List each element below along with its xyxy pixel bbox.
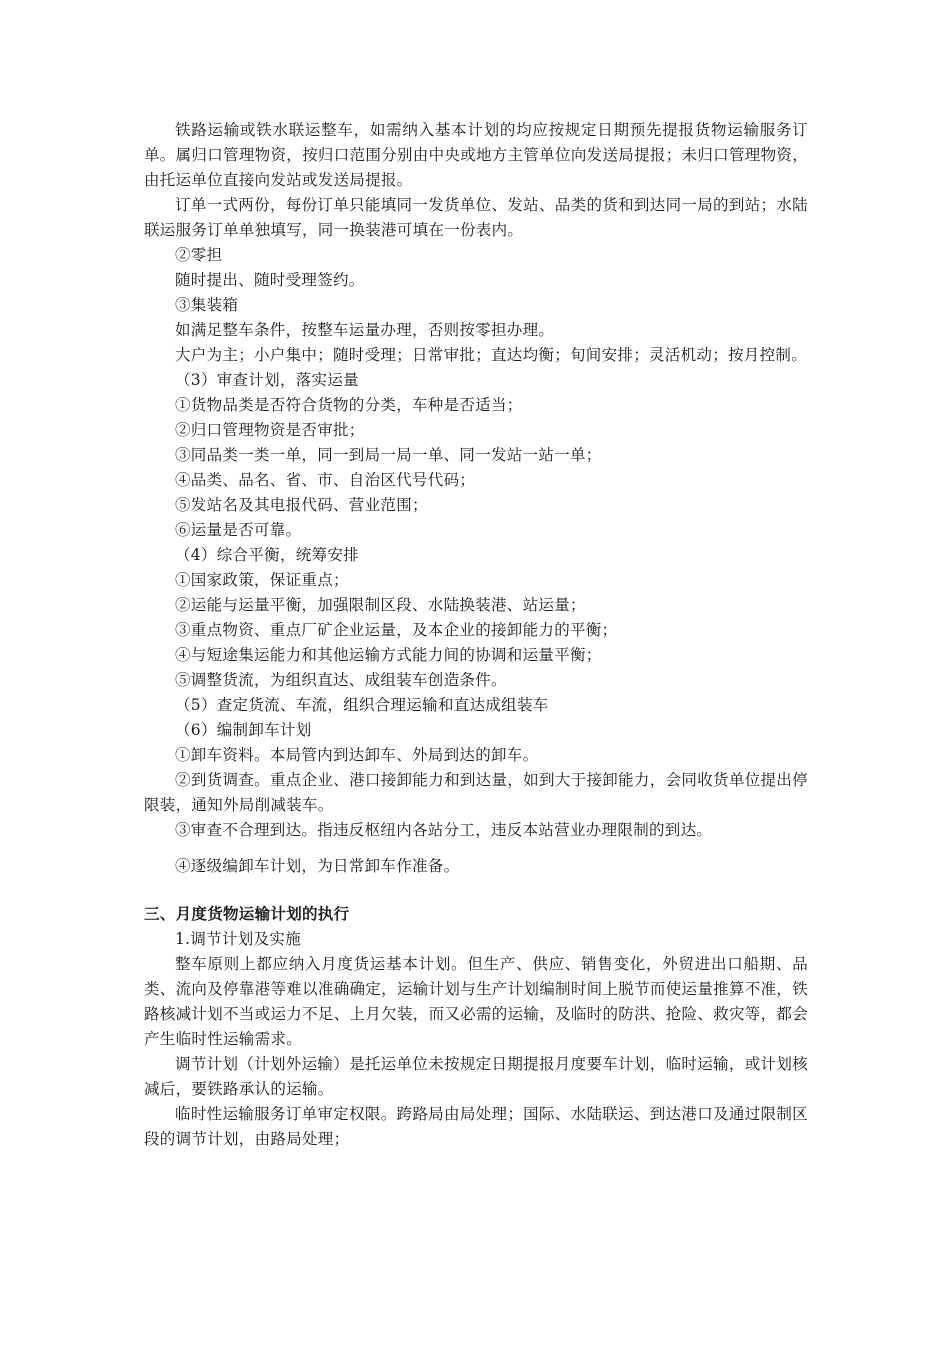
list-item: ②归口管理物资是否审批；: [175, 421, 365, 439]
paragraph: 随时提出、随时受理签约。: [175, 271, 365, 289]
document-page: [144, 118, 808, 1152]
paragraph: 临时性运输服务订单审定权限。跨路局由局处理；国际、水陆联运、到达港口及通过限制区段的调节计划，由路局处理；: [144, 1105, 808, 1148]
paragraph: 大户为主；小户集中；随时受理；日常审批；直达均衡；旬间安排；灵活机动；按月控制。: [175, 346, 808, 364]
paragraph: 订单一式两份，每份订单只能填同一发货单位、发站、品类的货和到达同一局的到站；水陆联运服务订单单独填写，同一换装港可填在一份表内。: [144, 196, 808, 239]
list-item: ①货物品类是否符合货物的分类，车种是否适当；: [175, 396, 523, 414]
list-item: ①国家政策，保证重点；: [175, 571, 349, 589]
list-item: ③同品类一类一单，同一到局一局一单、同一发站一站一单；: [175, 446, 602, 464]
list-item: ⑤调整货流，为组织直达、成组装车创造条件。: [175, 671, 507, 689]
list-item: ②零担: [175, 246, 223, 264]
subheading: （5）查定货流、车流，组织合理运输和直达成组装车: [175, 696, 549, 714]
list-item: ③重点物资、重点厂矿企业运量，及本企业的接卸能力的平衡；: [175, 621, 618, 639]
list-item: ④品类、品名、省、市、自治区代号代码；: [175, 471, 476, 489]
subheading: （3）审查计划，落实运量: [175, 371, 359, 389]
subheading: 1.调节计划及实施: [175, 930, 301, 948]
list-item: ①卸车资料。本局管内到达卸车、外局到达的卸车。: [175, 746, 539, 764]
paragraph: 如满足整车条件，按整车运量办理，否则按零担办理。: [175, 321, 555, 339]
paragraph: 铁路运输或铁水联运整车，如需纳入基本计划的均应按规定日期预先提报货物运输服务订单。属归口管理物资，按归口范围分别由中央或地方主管单位向发送局提报；未归口管理物资，由托运单位直接向发站或发送局提报。: [144, 121, 808, 189]
paragraph: 整车原则上都应纳入月度货运基本计划。但生产、供应、销售变化，外贸进出口船期、品类、流向及停靠港等难以准确确定，运输计划与生产计划编制时间上脱节而使运量推算不准，铁路核减计划不当或运力不足、上月欠装，而又必需的运输，及临时的防洪、抢险、救灾等，都会产生临时性运输需求。: [144, 955, 808, 1048]
section-heading: 三、月度货物运输计划的执行: [144, 905, 350, 923]
list-item: ②运能与运量平衡，加强限制区段、水陆换装港、站运量；: [175, 596, 586, 614]
subheading: （6）编制卸车计划: [175, 721, 312, 739]
list-item: ⑤发站名及其电报代码、营业范围；: [175, 496, 428, 514]
list-item: ⑥运量是否可靠。: [175, 521, 302, 539]
list-item: ④逐级编卸车计划，为日常卸车作准备。: [175, 857, 460, 875]
list-item: ③审查不合理到达。指违反枢纽内各站分工，违反本站营业办理限制的到达。: [175, 821, 713, 839]
list-item: ③集装箱: [175, 296, 239, 314]
list-item: ④与短途集运能力和其他运输方式能力间的协调和运量平衡；: [175, 646, 602, 664]
paragraph: 调节计划（计划外运输）是托运单位未按规定日期提报月度要车计划，临时运输，或计划核减后，要铁路承认的运输。: [144, 1055, 808, 1098]
subheading: （4）综合平衡，统筹安排: [175, 546, 359, 564]
list-item: ②到货调查。重点企业、港口接卸能力和到达量，如到大于接卸能力，会同收货单位提出停限装，通知外局削减装车。: [144, 771, 808, 814]
